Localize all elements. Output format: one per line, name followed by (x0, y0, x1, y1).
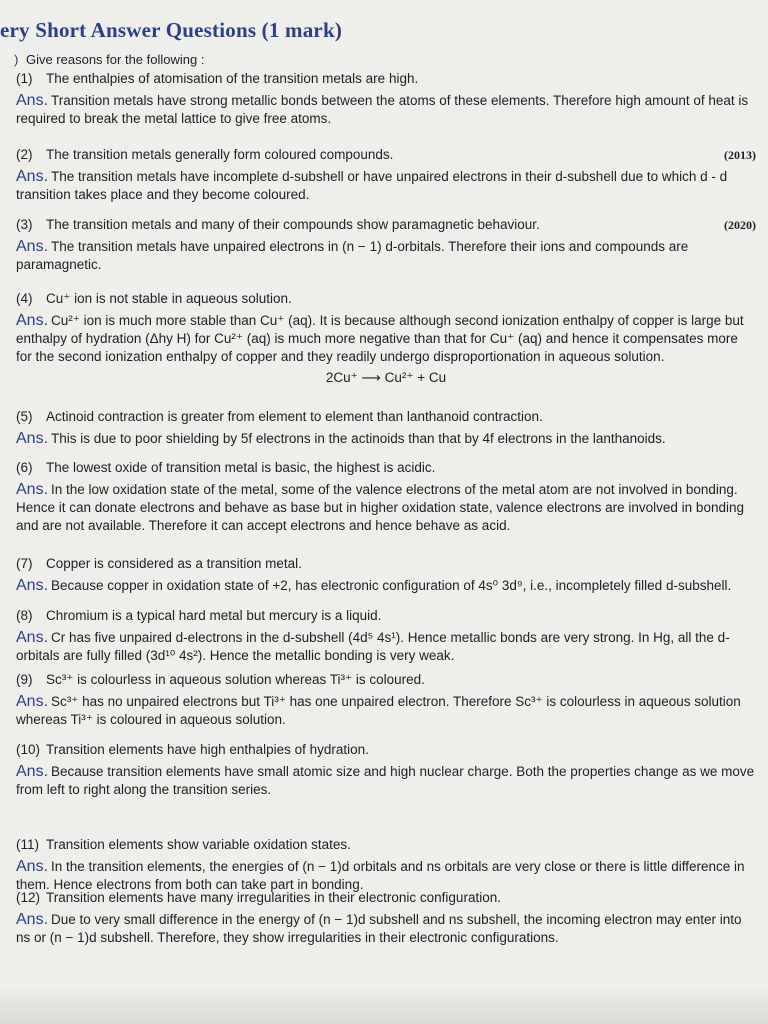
question-row (16, 216, 756, 234)
answer-label: Ans. (16, 168, 49, 185)
question-row (16, 70, 756, 88)
answer-label: Ans. (16, 312, 49, 329)
question-number: (8) (16, 608, 33, 623)
answer (16, 238, 756, 274)
question-row (16, 290, 756, 308)
question-text: Transition elements show variable oxidation states. (46, 837, 351, 852)
answer (16, 629, 756, 665)
question-item (16, 216, 756, 274)
question-number: (2) (16, 147, 33, 162)
question-item (16, 459, 756, 535)
question-number: (11) (16, 837, 40, 852)
question-number: (1) (16, 71, 33, 86)
question-item (16, 408, 756, 448)
answer-text: Transition metals have strong metallic bonds between the atoms of these elements. Therefore high amount of heat is required to break the metal lattice to give free atoms. (16, 93, 749, 126)
question-text: The enthalpies of atomisation of the transition metals are high. (46, 71, 419, 86)
answer-label: Ans. (16, 430, 49, 447)
question-text: Sc³⁺ is colourless in aqueous solution whereas Ti³⁺ is coloured. (46, 672, 425, 687)
question-text: Cu⁺ ion is not stable in aqueous solution. (46, 291, 292, 306)
question-row (16, 671, 756, 689)
question-number: (12) (16, 890, 41, 905)
question-row (16, 741, 756, 759)
answer-label: Ans. (16, 92, 49, 109)
answer-label: Ans. (16, 763, 49, 780)
answer-label: Ans. (16, 238, 49, 255)
answer-text: Due to very small difference in the energy of (n − 1)d subshell and ns subshell, the incoming electron may enter into ns or (n − 1)d subshell. Therefore, they show irregularities in their electronic configurations. (16, 912, 742, 945)
exam-year: (2020) (724, 218, 756, 232)
question-number: (5) (16, 409, 33, 424)
answer-label: Ans. (16, 577, 49, 594)
question-text: The transition metals and many of their compounds show paramagnetic behaviour. (46, 217, 540, 232)
answer-text: Because copper in oxidation state of +2, has electronic configuration of 4s⁰ 3d⁹, i.e., incompletely filled d-subshell. (51, 578, 732, 593)
question-number: (3) (16, 217, 33, 232)
question-text: Chromium is a typical hard metal but mercury is a liquid. (46, 608, 382, 623)
question-row (16, 607, 756, 625)
question-row (16, 408, 756, 426)
question-text: Transition elements have high enthalpies of hydration. (46, 742, 369, 757)
answer-text: This is due to poor shielding by 5f electrons in the actinoids than that by 4f electrons in the lanthanoids. (51, 431, 666, 446)
answer (16, 312, 756, 366)
answer-text: In the low oxidation state of the metal, some of the valence electrons of the metal atom are not involved in bonding. Hence it can donate electrons and behave as base but in higher oxidation state, valence electrons are involved in bonding and are not available. Therefore it can accept electrons and hence behave as acid. (16, 482, 744, 533)
question-item (16, 70, 756, 128)
intro-line (14, 52, 204, 67)
question-text: Copper is considered as a transition metal. (46, 556, 302, 571)
answer (16, 481, 756, 535)
answer (16, 911, 756, 947)
answer-text: Sc³⁺ has no unpaired electrons but Ti³⁺ has one unpaired electron. Therefore Sc³⁺ is colourless in aqueous solution whereas Ti³⁺ is coloured in aqueous solution. (16, 694, 741, 727)
answer-label: Ans. (16, 629, 49, 646)
question-number: (4) (16, 291, 33, 306)
question-item (16, 290, 756, 390)
question-text: Transition elements have many irregularities in their electronic configuration. (46, 890, 501, 905)
answer-text: The transition metals have incomplete d-subshell or have unpaired electrons in their d-subshell due to which d - d transition takes place and they become coloured. (16, 169, 728, 202)
question-item (16, 741, 756, 799)
equation: 2Cu⁺ ⟶ Cu²⁺ + Cu (325, 370, 447, 385)
question-item (16, 607, 756, 665)
answer (16, 577, 756, 595)
question-row (16, 836, 756, 854)
answer-label: Ans. (16, 693, 49, 710)
answer-text: In the transition elements, the energies of (n − 1)d orbitals and ns orbitals are very close or there is little difference in them. Hence electrons from both can take part in bonding. (16, 859, 745, 892)
answer-label: Ans. (16, 858, 49, 875)
question-row (16, 459, 756, 477)
question-row (16, 555, 756, 573)
question-row (16, 146, 756, 164)
question-row (16, 889, 756, 907)
intro-text: Give reasons for the following : (25, 52, 205, 67)
answer (16, 693, 756, 729)
answer-label: Ans. (16, 911, 49, 928)
answer (16, 92, 756, 128)
intro-marker: ) (14, 52, 19, 67)
question-item (16, 555, 756, 595)
answer-text: The transition metals have unpaired electrons in (n − 1) d-orbitals. Therefore their ions and compounds are paramagnetic. (16, 239, 689, 272)
question-item (16, 146, 756, 204)
question-item (16, 671, 756, 729)
answer (16, 168, 756, 204)
answer-text: Because transition elements have small atomic size and high nuclear charge. Both the properties change as we move from left to right along the transition series. (16, 764, 755, 797)
page-shadow (0, 984, 768, 1024)
answer-text: Cr has five unpaired d-electrons in the d-subshell (4d⁵ 4s¹). Hence metallic bonds are very strong. In Hg, all the d-orbitals are fully filled (3d¹⁰ 4s²). Hence the metallic bonding is very weak. (16, 630, 730, 663)
question-number: (6) (16, 460, 33, 475)
question-number: (10) (16, 742, 41, 757)
question-text: The transition metals generally form coloured compounds. (46, 147, 394, 162)
answer (16, 763, 756, 799)
question-text: The lowest oxide of transition metal is basic, the highest is acidic. (46, 460, 436, 475)
question-number: (9) (16, 672, 33, 687)
exam-year: (2013) (724, 148, 756, 162)
section-heading: ery Short Answer Questions (1 mark) (0, 18, 343, 42)
question-item (16, 889, 756, 947)
question-item (16, 836, 756, 894)
answer (16, 430, 756, 448)
answer-label: Ans. (16, 481, 49, 498)
question-number: (7) (16, 556, 33, 571)
answer-text: Cu²⁺ ion is much more stable than Cu⁺ (aq). It is because although second ionization enthalpy of copper is large but enthalpy of hydration (Δhy H) for Cu²⁺ (aq) is much more negative than that for Cu⁺ (aq) and hence it compensates more for the second ionization enthalpy of copper and they readily undergo disproportionation in aqueous solution. (16, 313, 744, 364)
question-text: Actinoid contraction is greater from element to element than lanthanoid contraction. (46, 409, 543, 424)
